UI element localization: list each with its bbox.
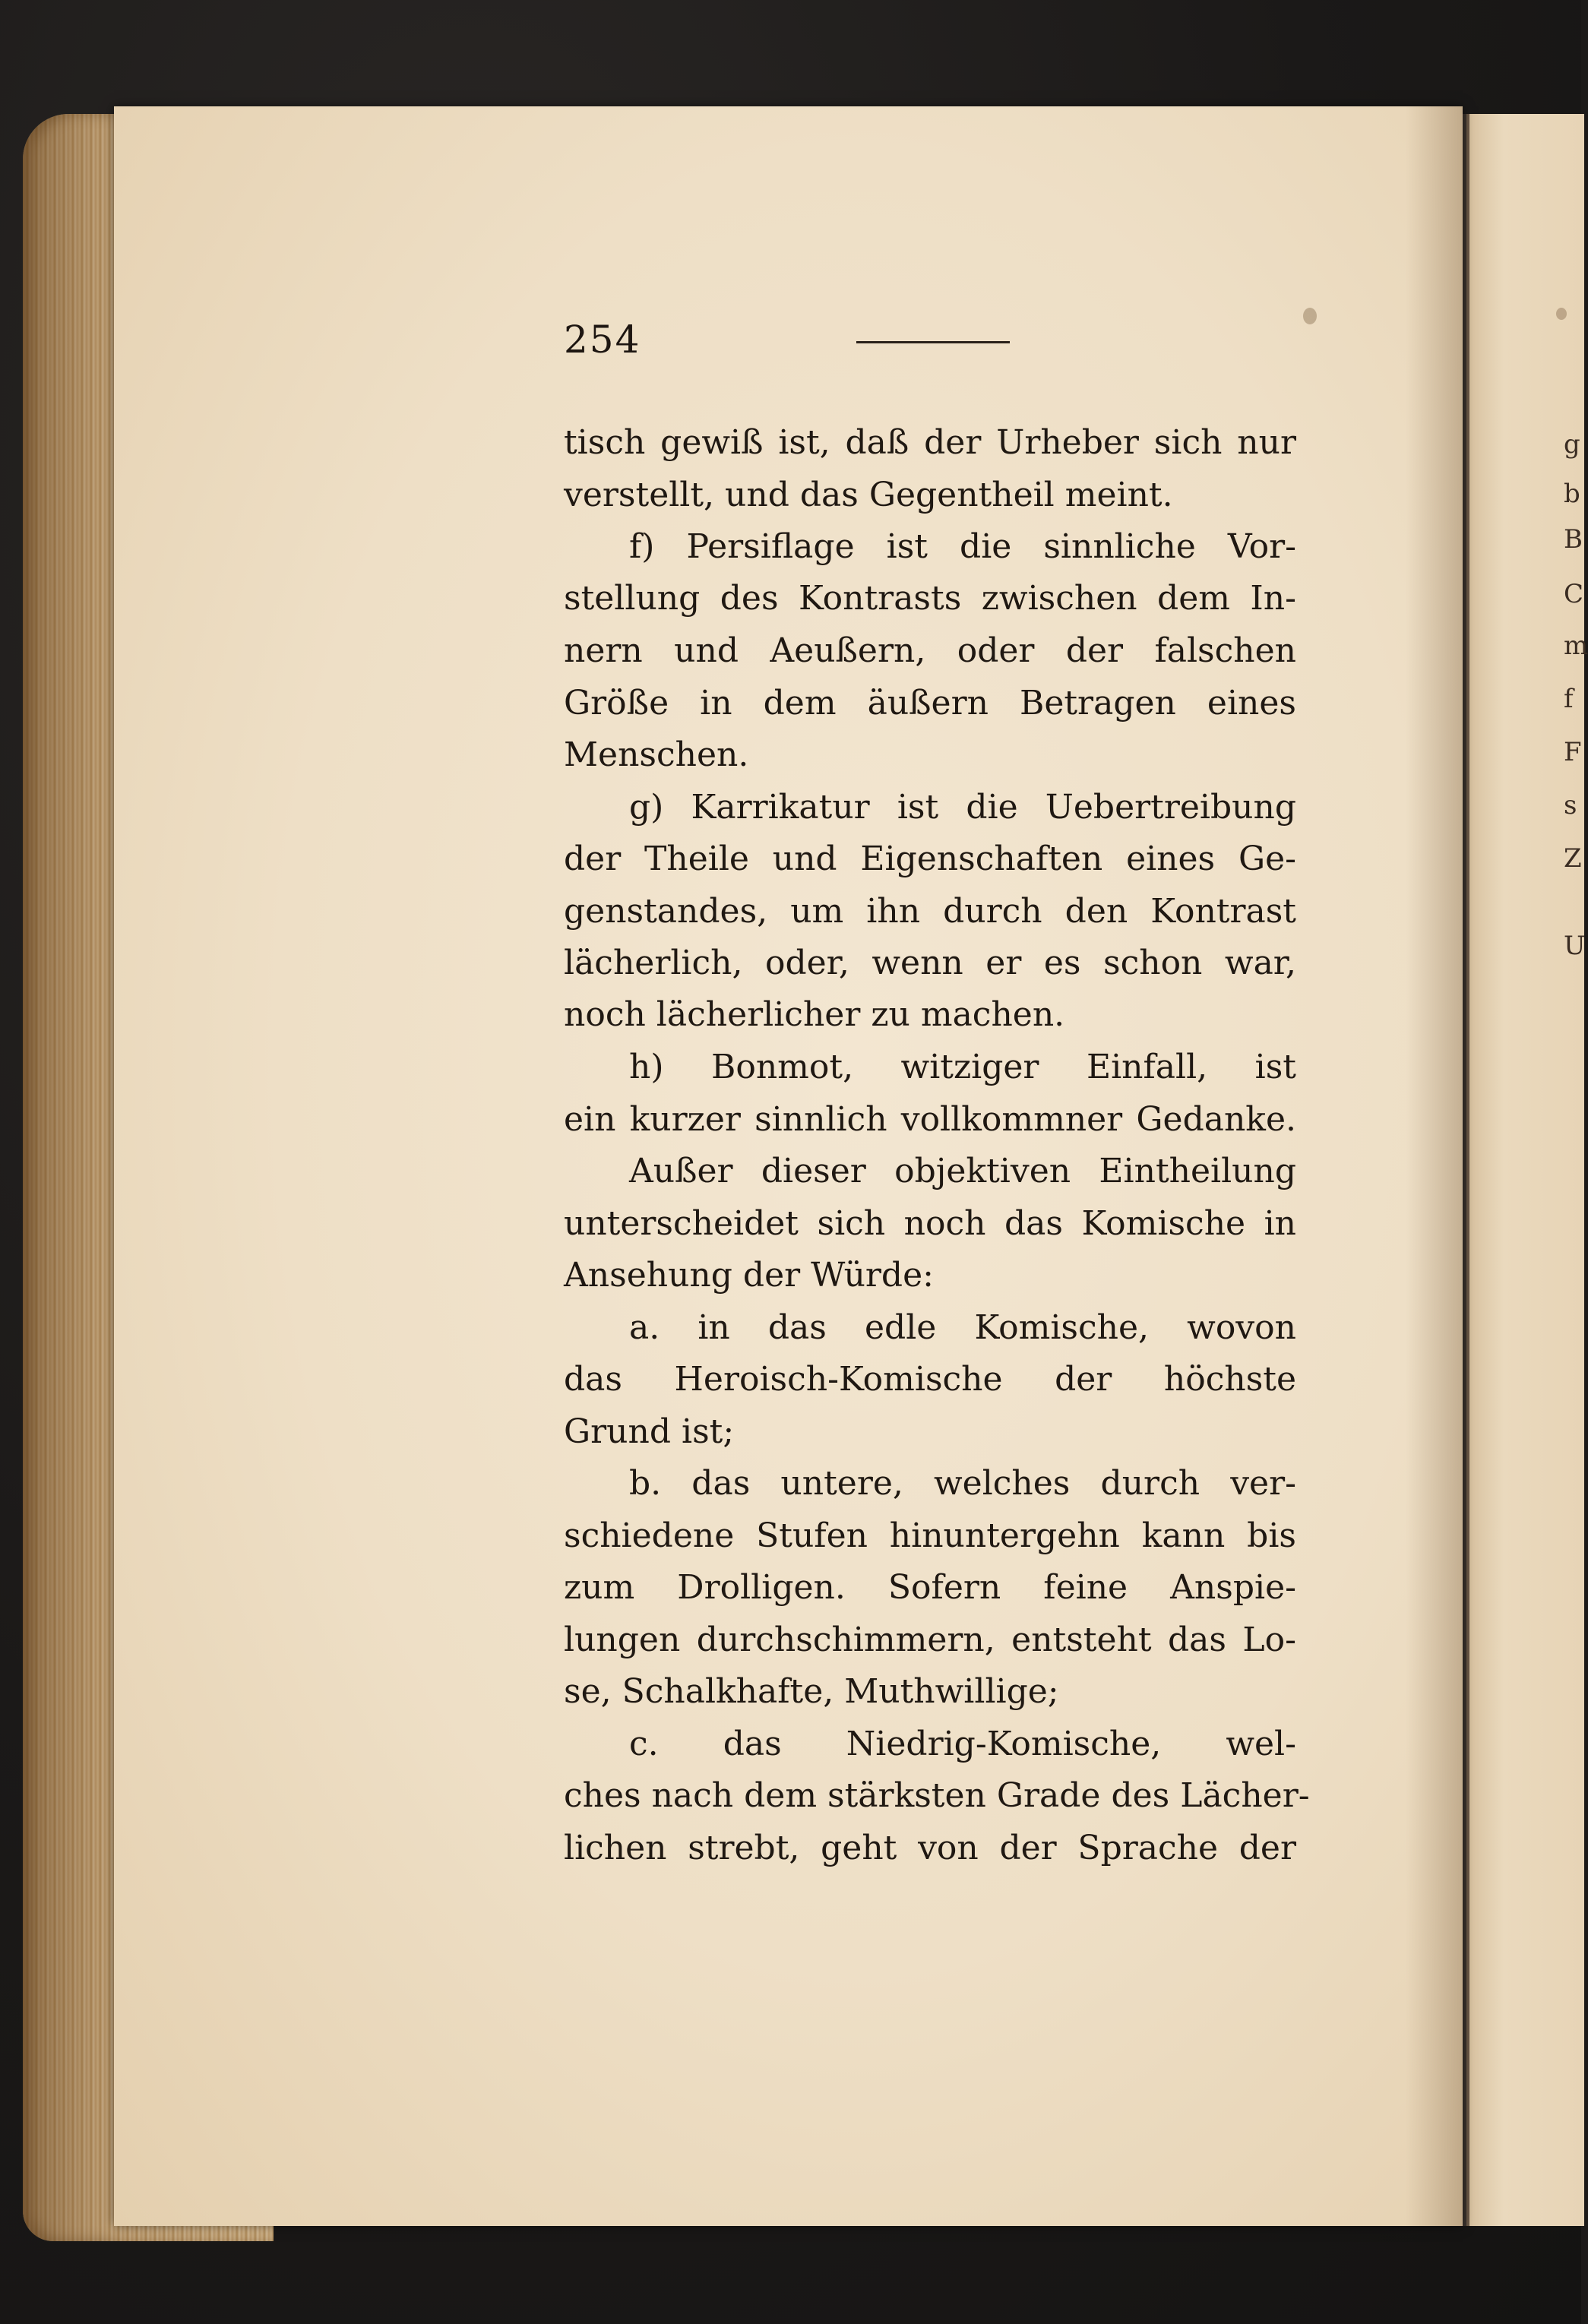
page-gutter-shadow: [1406, 106, 1463, 2226]
text-line: Menschen.: [564, 735, 749, 774]
text-line: Größe in dem äußern Betragen eines: [564, 684, 1296, 722]
text-line: ches nach dem stärksten Grade des Lächer-: [564, 1776, 1310, 1815]
text-line: schiedene Stufen hinuntergehn kann bis: [564, 1516, 1296, 1555]
text-line: b. das untere, welches durch ver-: [629, 1464, 1296, 1503]
facing-page-letter: b: [1564, 479, 1580, 509]
text-line: tisch gewiß ist, daß der Urheber sich nur: [564, 423, 1296, 462]
text-line: das Heroisch-Komische der höchste: [564, 1360, 1296, 1399]
text-line: lungen durchschimmern, entsteht das Lo-: [564, 1620, 1296, 1659]
facing-page-letter: f: [1564, 684, 1574, 714]
text-line: zum Drolligen. Sofern feine Anspie-: [564, 1568, 1296, 1607]
text-line: unterscheidet sich noch das Komische in: [564, 1204, 1296, 1243]
facing-page-letter: m: [1564, 631, 1588, 661]
text-line: stellung des Kontrasts zwischen dem In-: [564, 579, 1296, 618]
foxing-spot: [1556, 308, 1567, 320]
text-line: Ansehung der Würde:: [564, 1256, 934, 1295]
facing-page-letter: g: [1564, 429, 1580, 460]
facing-page-letter: C: [1564, 579, 1584, 609]
text-line: der Theile und Eigenschaften eines Ge-: [564, 839, 1296, 878]
foxing-spot: [1303, 308, 1317, 324]
text-line: a. in das edle Komische, wovon: [629, 1308, 1296, 1347]
text-line: c. das Niedrig-Komische, wel-: [629, 1725, 1296, 1763]
text-line: Außer dieser objektiven Eintheilung: [629, 1152, 1296, 1190]
text-line: g) Karrikatur ist die Uebertreibung: [629, 788, 1296, 827]
facing-page-letter: Z: [1564, 843, 1582, 874]
facing-page-letter: B: [1564, 524, 1583, 555]
text-line: lichen strebt, geht von der Sprache der: [564, 1829, 1296, 1867]
text-line: noch lächerlicher zu machen.: [564, 995, 1065, 1034]
facing-page-letter: F: [1564, 737, 1582, 767]
facing-page-letter: U: [1564, 931, 1586, 961]
header-rule: [856, 341, 1010, 343]
text-line: lächerlich, oder, wenn er es schon war,: [564, 944, 1296, 982]
text-line: f) Persiflage ist die sinnliche Vor-: [629, 527, 1296, 566]
text-line: verstellt, und das Gegentheil meint.: [564, 476, 1173, 514]
text-line: Grund ist;: [564, 1412, 735, 1451]
text-line: ein kurzer sinnlich vollkommner Gedanke.: [564, 1100, 1296, 1139]
text-line: nern und Aeußern, oder der falschen: [564, 631, 1296, 670]
text-line: h) Bonmot, witziger Einfall, ist: [629, 1048, 1296, 1086]
page-number: 254: [564, 318, 641, 362]
text-line: genstandes, um ihn durch den Kontrast: [564, 892, 1296, 931]
text-line: se, Schalkhafte, Muthwillige;: [564, 1672, 1059, 1711]
facing-page-letter: s: [1564, 790, 1577, 821]
